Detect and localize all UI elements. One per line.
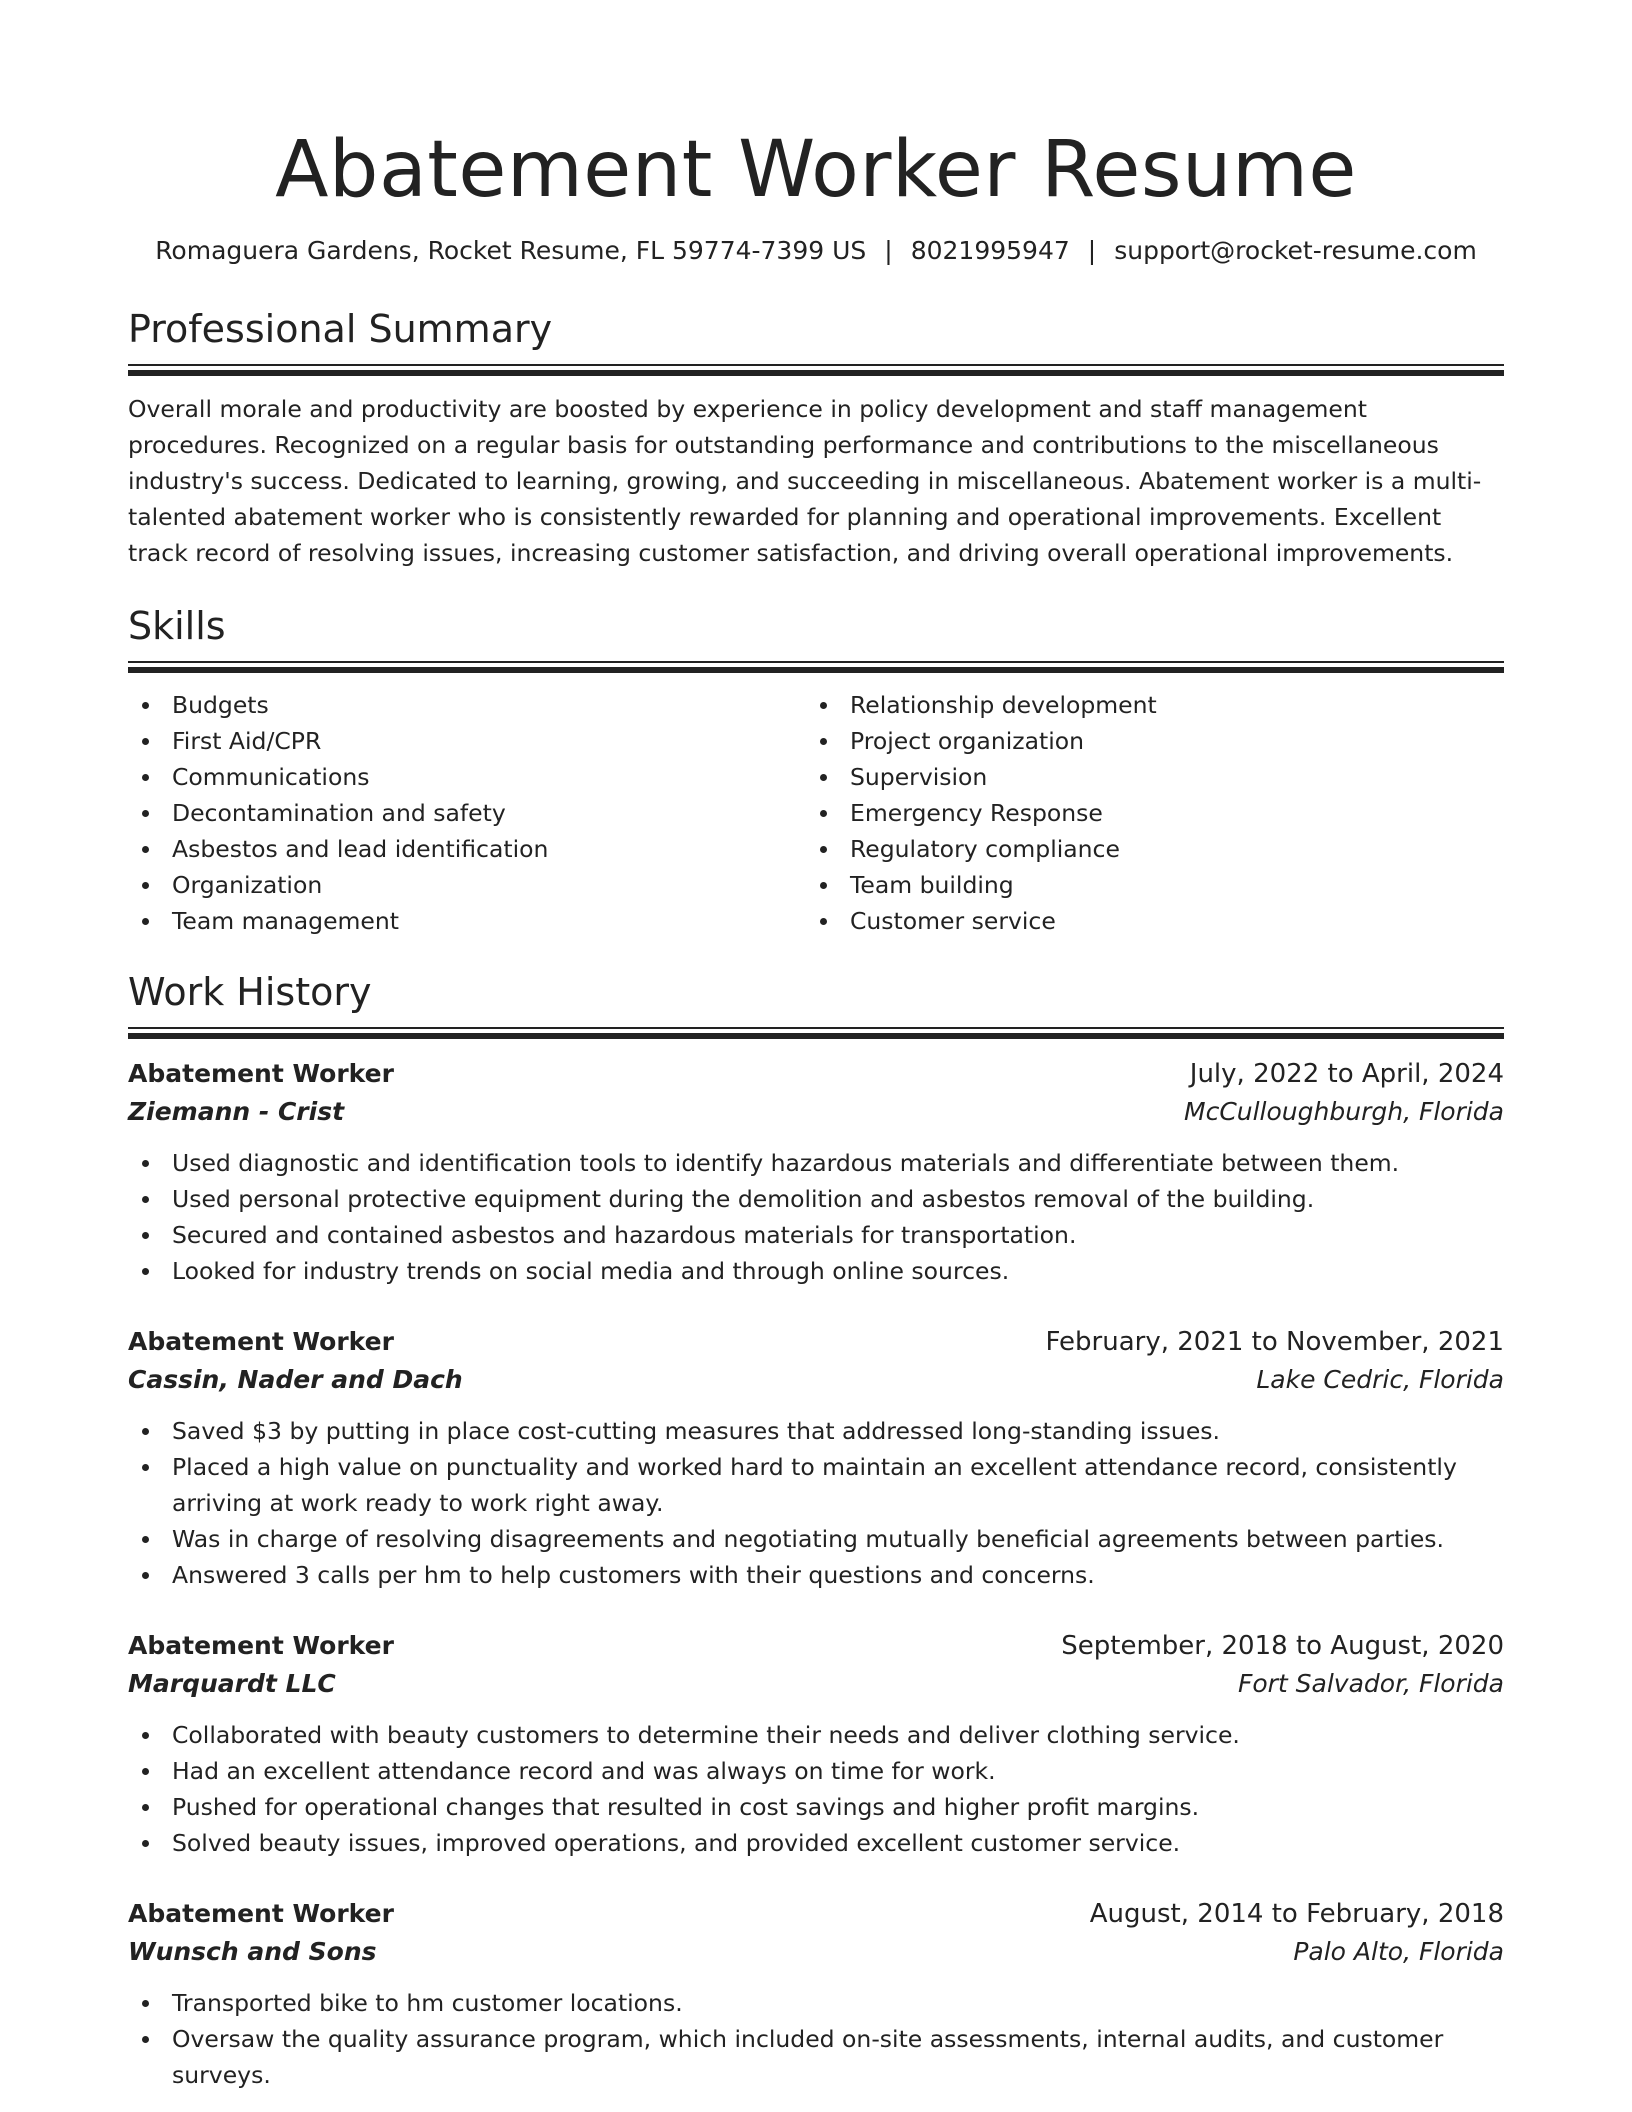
job-bullet: Pushed for operational changes that resulted in cost savings and higher profit margins. [128,1789,1504,1825]
skill-item: Team building [806,867,1484,903]
skills-list-left [128,687,806,939]
job-header-row [128,1627,1504,1665]
job-location: Lake Cedric, Florida [1256,1365,1504,1394]
skill-item: Regulatory compliance [806,831,1484,867]
skill-item: Budgets [128,687,806,723]
skill-item: Decontamination and safety [128,795,806,831]
skill-item: Team management [128,903,806,939]
contact-email: support@rocket-resume.com [1114,236,1477,265]
job-entry [128,1895,1504,2093]
job-bullet: Was in charge of resolving disagreements and negotiating mutually beneficial agreements between parties. [128,1521,1504,1557]
job-company-row [128,1361,1504,1399]
job-company: Wunsch and Sons [128,1937,377,1966]
job-title: Abatement Worker [128,1059,394,1088]
job-header-row [128,1055,1504,1093]
skill-item: First Aid/CPR [128,723,806,759]
job-title: Abatement Worker [128,1327,394,1356]
job-bullet: Transported bike to hm customer locations. [128,1985,1504,2021]
job-dates: July, 2022 to April, 2024 [1189,1059,1504,1089]
skill-item: Asbestos and lead identification [128,831,806,867]
skills-columns [128,687,1504,939]
skills-section [128,603,1504,939]
section-heading-summary: Professional Summary [128,307,553,351]
job-company-row [128,1093,1504,1131]
job-company-row [128,1665,1504,1703]
contact-separator: | [884,236,893,265]
job-dates: September, 2018 to August, 2020 [1061,1631,1504,1661]
job-dates: August, 2014 to February, 2018 [1089,1899,1504,1929]
section-divider [128,1027,1504,1039]
job-entry [128,1323,1504,1593]
job-location: Palo Alto, Florida [1293,1937,1504,1966]
skill-item: Relationship development [806,687,1484,723]
job-bullets [128,1985,1504,2093]
job-bullet: Had an excellent attendance record and was always on time for work. [128,1753,1504,1789]
skill-item: Emergency Response [806,795,1484,831]
job-bullet: Oversaw the quality assurance program, which included on-site assessments, internal audits, and customer surveys. [128,2021,1504,2093]
skill-item: Organization [128,867,806,903]
job-bullet: Answered 3 calls per hm to help customers with their questions and concerns. [128,1557,1504,1593]
job-bullet: Used diagnostic and identification tools to identify hazardous materials and differentiate between them. [128,1145,1504,1181]
resume-title: Abatement Worker Resume [275,125,1357,215]
job-header-row [128,1895,1504,1933]
contact-address: Romaguera Gardens, Rocket Resume, FL 59774-7399 US [155,236,867,265]
skills-list-right [806,687,1484,939]
professional-summary-section [128,306,1504,571]
job-location: McCulloughburgh, Florida [1184,1097,1504,1126]
job-company: Marquardt LLC [128,1669,336,1698]
job-bullet: Solved beauty issues, improved operations, and provided excellent customer service. [128,1825,1504,1861]
section-heading-work-history: Work History [128,970,372,1014]
contact-phone: 8021995947 [910,236,1070,265]
job-dates: February, 2021 to November, 2021 [1045,1327,1504,1357]
job-bullet: Placed a high value on punctuality and worked hard to maintain an excellent attendance record, consistently arriving at work ready to work right away. [128,1449,1504,1521]
job-bullet: Used personal protective equipment during the demolition and asbestos removal of the building. [128,1181,1504,1217]
job-location: Fort Salvador, Florida [1237,1669,1504,1698]
skill-item: Supervision [806,759,1484,795]
job-bullet: Collaborated with beauty customers to determine their needs and deliver clothing service. [128,1717,1504,1753]
contact-line [128,234,1504,268]
section-divider [128,364,1504,376]
job-bullets [128,1717,1504,1861]
section-divider [128,661,1504,673]
job-bullet: Looked for industry trends on social media and through online sources. [128,1253,1504,1289]
contact-separator: | [1087,236,1097,265]
job-bullet: Saved $3 by putting in place cost-cutting measures that addressed long-standing issues. [128,1413,1504,1449]
job-company-row [128,1933,1504,1971]
job-company: Cassin, Nader and Dach [128,1365,463,1394]
resume-page [128,0,1504,2093]
skill-item: Communications [128,759,806,795]
job-company: Ziemann - Crist [128,1097,345,1126]
skill-item: Customer service [806,903,1484,939]
job-bullets [128,1413,1504,1593]
job-title: Abatement Worker [128,1631,394,1660]
job-header-row [128,1323,1504,1361]
job-entry [128,1055,1504,1289]
section-heading-skills: Skills [128,604,226,648]
job-entry [128,1627,1504,1861]
job-title: Abatement Worker [128,1899,394,1928]
job-bullets [128,1145,1504,1289]
work-history-section [128,969,1504,2093]
job-bullet: Secured and contained asbestos and hazardous materials for transportation. [128,1217,1504,1253]
summary-paragraph: Overall morale and productivity are boosted by experience in policy development and staff management procedures. Recognized on a regular basis for outstanding performance and contributions to the miscellaneous industry's success. Dedicated to learning, growing, and succeeding in miscellaneous. Abatement worker is a multi-talented abatement worker who is consistently rewarded for planning and operational improvements. Excellent track record of resolving issues, increasing customer satisfaction, and driving overall operational improvements. [128,395,1482,567]
skill-item: Project organization [806,723,1484,759]
